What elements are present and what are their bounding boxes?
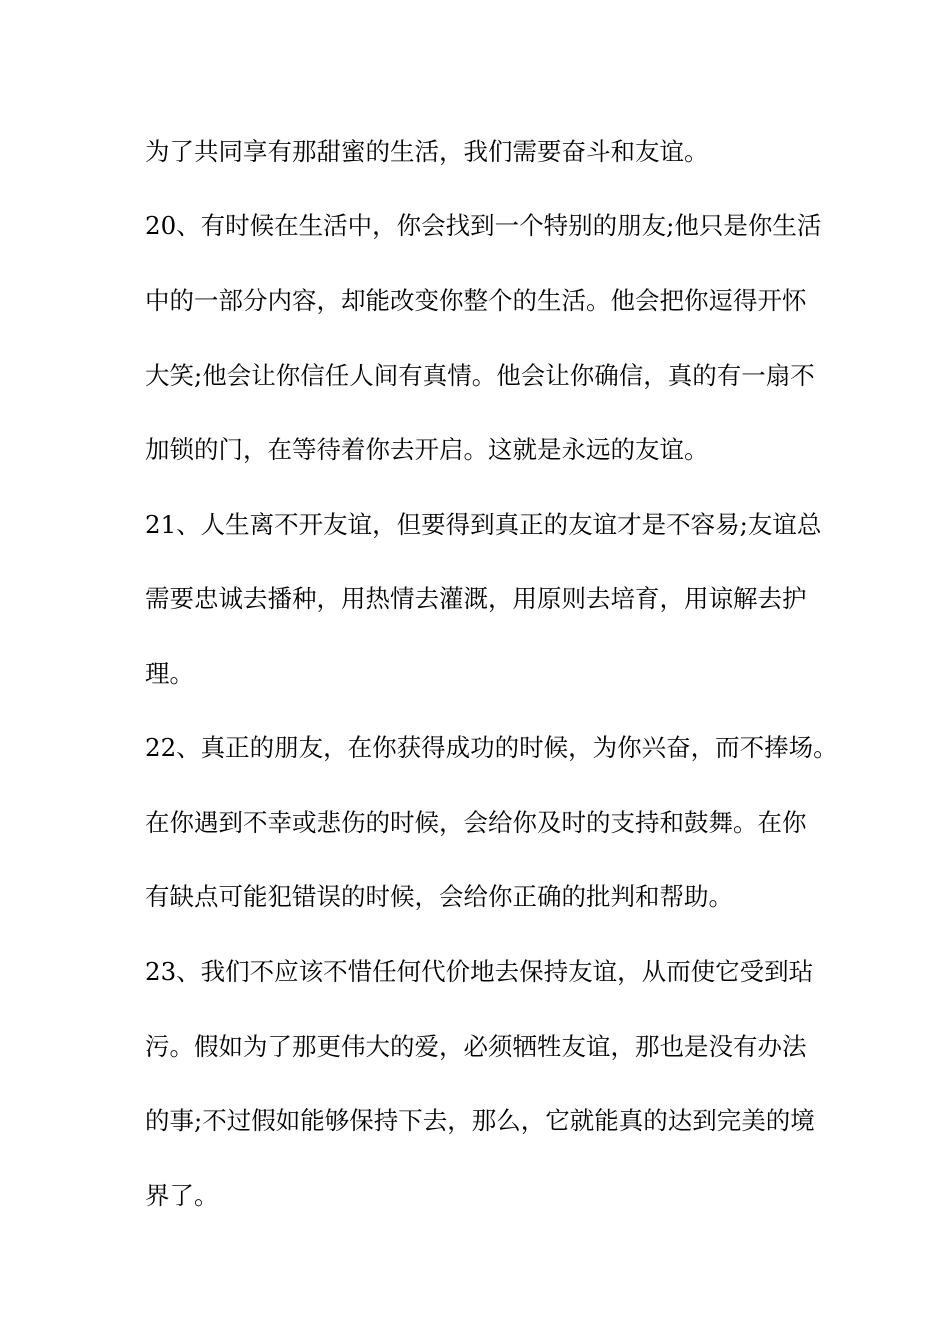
text-line: 有缺点可能犯错误的时候，会给你正确的批判和帮助。 — [145, 882, 733, 911]
text-line: 大笑;他会让你信任人间有真情。他会让你确信，真的有一扇不 — [145, 361, 815, 390]
text-line: 20、有时候在生活中，你会找到一个特别的朋友;他只是你生活 — [145, 211, 822, 240]
text-line: 21、人生离不开友谊，但要得到真正的友谊才是不容易;友谊总 — [145, 510, 822, 539]
text-line: 为了共同享有那甜蜜的生活，我们需要奋斗和友谊。 — [145, 137, 709, 166]
text-line: 22、真正的朋友，在你获得成功的时候，为你兴奋，而不捧场。 — [145, 733, 838, 762]
text-line: 23、我们不应该不惜任何代价地去保持友谊，从而使它受到玷 — [145, 957, 814, 986]
text-line: 需要忠诚去播种，用热情去灌溉，用原则去培育，用谅解去护 — [145, 584, 807, 613]
text-line: 的事;不过假如能够保持下去，那么，它就能真的达到完美的境 — [145, 1106, 815, 1135]
text-line: 在你遇到不幸或悲伤的时候，会给你及时的支持和鼓舞。在你 — [145, 808, 807, 837]
text-line: 中的一部分内容，却能改变你整个的生活。他会把你逗得开怀 — [145, 286, 807, 315]
text-line: 理。 — [145, 659, 194, 688]
text-line: 界了。 — [145, 1181, 219, 1210]
text-line: 加锁的门，在等待着你去开启。这就是永远的友谊。 — [145, 435, 709, 464]
text-line: 污。假如为了那更伟大的爱，必须牺牲友谊，那也是没有办法 — [145, 1032, 807, 1061]
